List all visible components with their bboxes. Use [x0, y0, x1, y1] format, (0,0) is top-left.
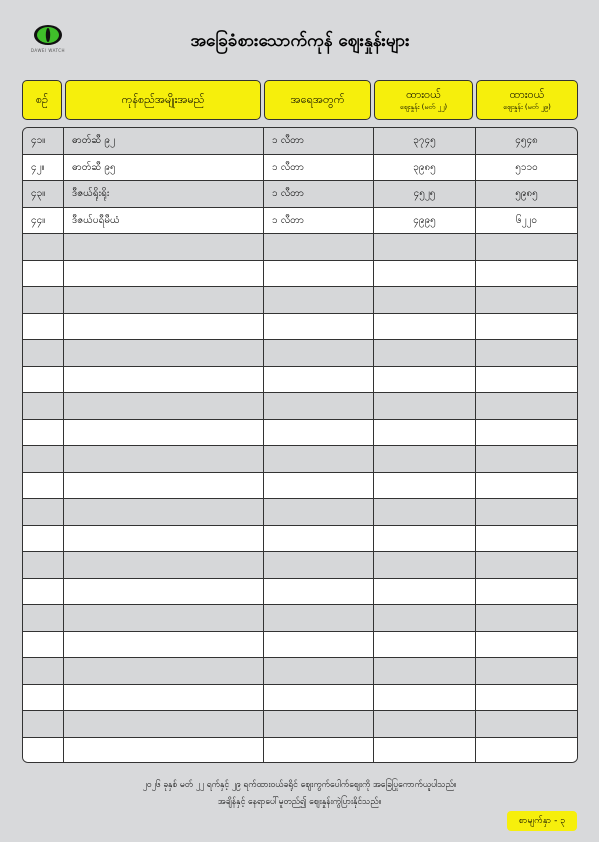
- table-cell-no: [23, 632, 64, 658]
- table-cell-item: ဓာတ်ဆီ ၉၂: [64, 128, 264, 154]
- table-cell-price2: [476, 473, 577, 499]
- table-cell-item: [64, 605, 264, 631]
- table-cell-qty: [264, 605, 374, 631]
- table-row: [23, 314, 577, 341]
- table-cell-item: [64, 420, 264, 446]
- table-cell-item: [64, 287, 264, 313]
- table-cell-price2: ၄၅၄၈: [515, 135, 538, 147]
- table-cell-price1: [374, 340, 476, 366]
- table-cell-price2: ၆၂၂၀: [515, 214, 538, 226]
- table-row: [23, 208, 577, 235]
- table-cell-price1: [374, 552, 476, 578]
- table-cell-price2: [476, 711, 577, 737]
- table-row: [23, 367, 577, 394]
- table-cell-price1: [374, 632, 476, 658]
- logo-text: DAWEI WATCH: [30, 48, 66, 53]
- table-cell-no: [23, 261, 64, 287]
- table-cell-price2: [476, 632, 577, 658]
- table-cell-no: [23, 605, 64, 631]
- header-sublabel: ဈေးနှုန်း (မတ် ၂၉): [503, 102, 551, 111]
- table-cell-no: [23, 420, 64, 446]
- table-row: [23, 526, 577, 553]
- table-cell-price2: [476, 367, 577, 393]
- table-cell-item: [64, 685, 264, 711]
- table-cell-qty: [264, 446, 374, 472]
- table-row: [23, 420, 577, 447]
- header-price-mar22: [374, 80, 473, 120]
- table-cell-item: ဓာတ်ဆီ ၉၅: [64, 155, 264, 181]
- header-sublabel: ဈေးနှုန်း (မတ် ၂၂): [399, 102, 448, 111]
- table-row: [23, 473, 577, 500]
- page-number-badge: စာမျက်နှာ - ၃: [507, 811, 577, 831]
- price-table: [22, 127, 578, 763]
- table-row: [23, 658, 577, 685]
- table-cell-qty: [264, 314, 374, 340]
- table-cell-item: [64, 552, 264, 578]
- table-row: [23, 340, 577, 367]
- table-cell-price1: [374, 579, 476, 605]
- table-cell-item: [64, 658, 264, 684]
- table-cell-no: [23, 446, 64, 472]
- table-row: [23, 499, 577, 526]
- table-cell-price1: [374, 287, 476, 313]
- table-cell-price1: [374, 526, 476, 552]
- table-cell-qty: ၁ လီတာ: [264, 128, 374, 154]
- page-title: အခြေခံစားသောက်ကုန် ဈေးနှုန်းများ: [190, 31, 410, 51]
- table-cell-qty: [264, 340, 374, 366]
- table-cell-price2: [476, 234, 577, 260]
- table-cell-no: [23, 579, 64, 605]
- table-cell-no: [23, 393, 64, 419]
- table-cell-price2: [476, 658, 577, 684]
- table-cell-price1: ၄၉၉၅: [374, 208, 476, 234]
- table-cell-no: [23, 552, 64, 578]
- table-cell-qty: [264, 711, 374, 737]
- table-cell-qty: [264, 738, 374, 764]
- table-cell-price2: [476, 738, 577, 764]
- table-cell-price2: ၅၁၁၀: [515, 161, 538, 173]
- table-cell-qty: ၁ လီတာ: [264, 181, 374, 207]
- table-row: [23, 579, 577, 606]
- table-cell-price1: ၄၅၂၅: [374, 181, 476, 207]
- table-cell-price1: [374, 367, 476, 393]
- header-label: စဉ်: [35, 92, 49, 106]
- table-row: [23, 446, 577, 473]
- table-cell-price1: [374, 685, 476, 711]
- header-label: ကုန်စည်အမျိုးအမည်: [121, 92, 205, 106]
- table-cell-no: ၄၄။: [23, 208, 64, 234]
- table-cell-no: ၄၃။: [23, 181, 64, 207]
- table-cell-qty: [264, 685, 374, 711]
- table-cell-price1: [374, 605, 476, 631]
- table-cell-qty: ၁ လီတာ: [264, 155, 374, 181]
- table-cell-no: [23, 340, 64, 366]
- table-cell-no: [23, 658, 64, 684]
- table-cell-qty: ၁ လီတာ: [264, 208, 374, 234]
- table-cell-qty: [264, 658, 374, 684]
- table-cell-price2: [476, 579, 577, 605]
- table-cell-item: [64, 261, 264, 287]
- table-cell-item: [64, 473, 264, 499]
- table-cell-qty: [264, 473, 374, 499]
- table-cell-price1: [374, 658, 476, 684]
- table-cell-item: ဒီဇယ်ပရီမီယံ: [64, 208, 264, 234]
- table-cell-price2: [476, 685, 577, 711]
- table-cell-price1: [374, 738, 476, 764]
- table-cell-item: [64, 446, 264, 472]
- table-cell-item: [64, 579, 264, 605]
- table-cell-item: [64, 340, 264, 366]
- table-row: [23, 287, 577, 314]
- table-cell-item: [64, 234, 264, 260]
- table-cell-no: [23, 367, 64, 393]
- table-row: [23, 234, 577, 261]
- table-cell-price2: [476, 420, 577, 446]
- table-cell-price2: [476, 605, 577, 631]
- table-row: [23, 128, 577, 155]
- table-cell-item: [64, 632, 264, 658]
- table-cell-item: [64, 711, 264, 737]
- header-item: [65, 80, 261, 120]
- table-cell-price2: [476, 499, 577, 525]
- table-cell-price2: [476, 526, 577, 552]
- table-row: [23, 261, 577, 288]
- table-cell-price1: [374, 234, 476, 260]
- table-cell-no: [23, 314, 64, 340]
- table-cell-qty: [264, 261, 374, 287]
- table-cell-qty: [264, 552, 374, 578]
- table-cell-qty: [264, 499, 374, 525]
- table-cell-item: ဒီဇယ်ရိုးရိုး: [64, 181, 264, 207]
- table-cell-item: [64, 393, 264, 419]
- table-cell-price1: [374, 446, 476, 472]
- table-cell-item: [64, 499, 264, 525]
- table-row: [23, 605, 577, 632]
- table-cell-price1: [374, 393, 476, 419]
- table-cell-price1: [374, 314, 476, 340]
- table-row: [23, 685, 577, 712]
- table-cell-item: [64, 526, 264, 552]
- table-row: [23, 632, 577, 659]
- table-cell-no: [23, 711, 64, 737]
- header-qty: [264, 80, 371, 120]
- table-cell-no: [23, 738, 64, 764]
- table-cell-no: ၄၁။: [23, 128, 64, 154]
- table-cell-price1: [374, 711, 476, 737]
- table-cell-no: [23, 234, 64, 260]
- table-cell-no: ၄၂။: [23, 155, 64, 181]
- table-cell-price1: [374, 473, 476, 499]
- table-row: [23, 155, 577, 182]
- table-cell-item: [64, 738, 264, 764]
- table-cell-price2: [476, 287, 577, 313]
- table-cell-no: [23, 287, 64, 313]
- table-cell-qty: [264, 579, 374, 605]
- table-cell-price2: [476, 340, 577, 366]
- table-cell-qty: [264, 632, 374, 658]
- table-cell-price1: ၃၇၄၅: [374, 128, 476, 154]
- table-cell-no: [23, 685, 64, 711]
- logo: [24, 24, 72, 53]
- table-cell-no: [23, 526, 64, 552]
- table-row: [23, 393, 577, 420]
- table-cell-price2: [476, 552, 577, 578]
- table-cell-qty: [264, 287, 374, 313]
- table-cell-qty: [264, 234, 374, 260]
- header-price-mar29: [476, 80, 578, 120]
- table-cell-item: [64, 367, 264, 393]
- table-cell-qty: [264, 393, 374, 419]
- table-cell-qty: [264, 420, 374, 446]
- table-row: [23, 738, 577, 764]
- footer-note-2: အချိန်နှင့် နေရာပေါ်မူတည်၍ ဈေးနှုန်းကွဲပြားနိုင်သည်။: [217, 797, 382, 807]
- table-cell-qty: [264, 526, 374, 552]
- table-cell-no: [23, 499, 64, 525]
- header-no: [22, 80, 62, 120]
- table-cell-price2: [476, 314, 577, 340]
- table-cell-price1: [374, 261, 476, 287]
- header-label: အရေအတွက်: [290, 92, 345, 106]
- cat-eye-icon: [33, 24, 63, 46]
- table-row: [23, 181, 577, 208]
- table-cell-price1: ၃၉၈၅: [374, 155, 476, 181]
- table-cell-price2: [476, 393, 577, 419]
- table-row: [23, 711, 577, 738]
- table-cell-price2: [476, 446, 577, 472]
- footer-note-1: ၂၀၂၆ ခုနှစ် မတ် ၂၂ ရက်နှင့် ၂၉ ရက်ထားဝယ်ခရိုင် ဈေးကွက်ပေါက်ဈေးကို အခြေပြုကောက်ယူပါသည်။: [142, 780, 457, 790]
- table-cell-item: [64, 314, 264, 340]
- table-cell-price1: [374, 420, 476, 446]
- header-label: ထားဝယ်: [406, 88, 441, 102]
- table-cell-price1: [374, 499, 476, 525]
- table-cell-no: [23, 473, 64, 499]
- table-cell-price2: ၅၉၈၅: [515, 188, 538, 200]
- header-label: ထားဝယ်: [509, 88, 545, 102]
- table-row: [23, 552, 577, 579]
- table-cell-price2: [476, 261, 577, 287]
- table-cell-qty: [264, 367, 374, 393]
